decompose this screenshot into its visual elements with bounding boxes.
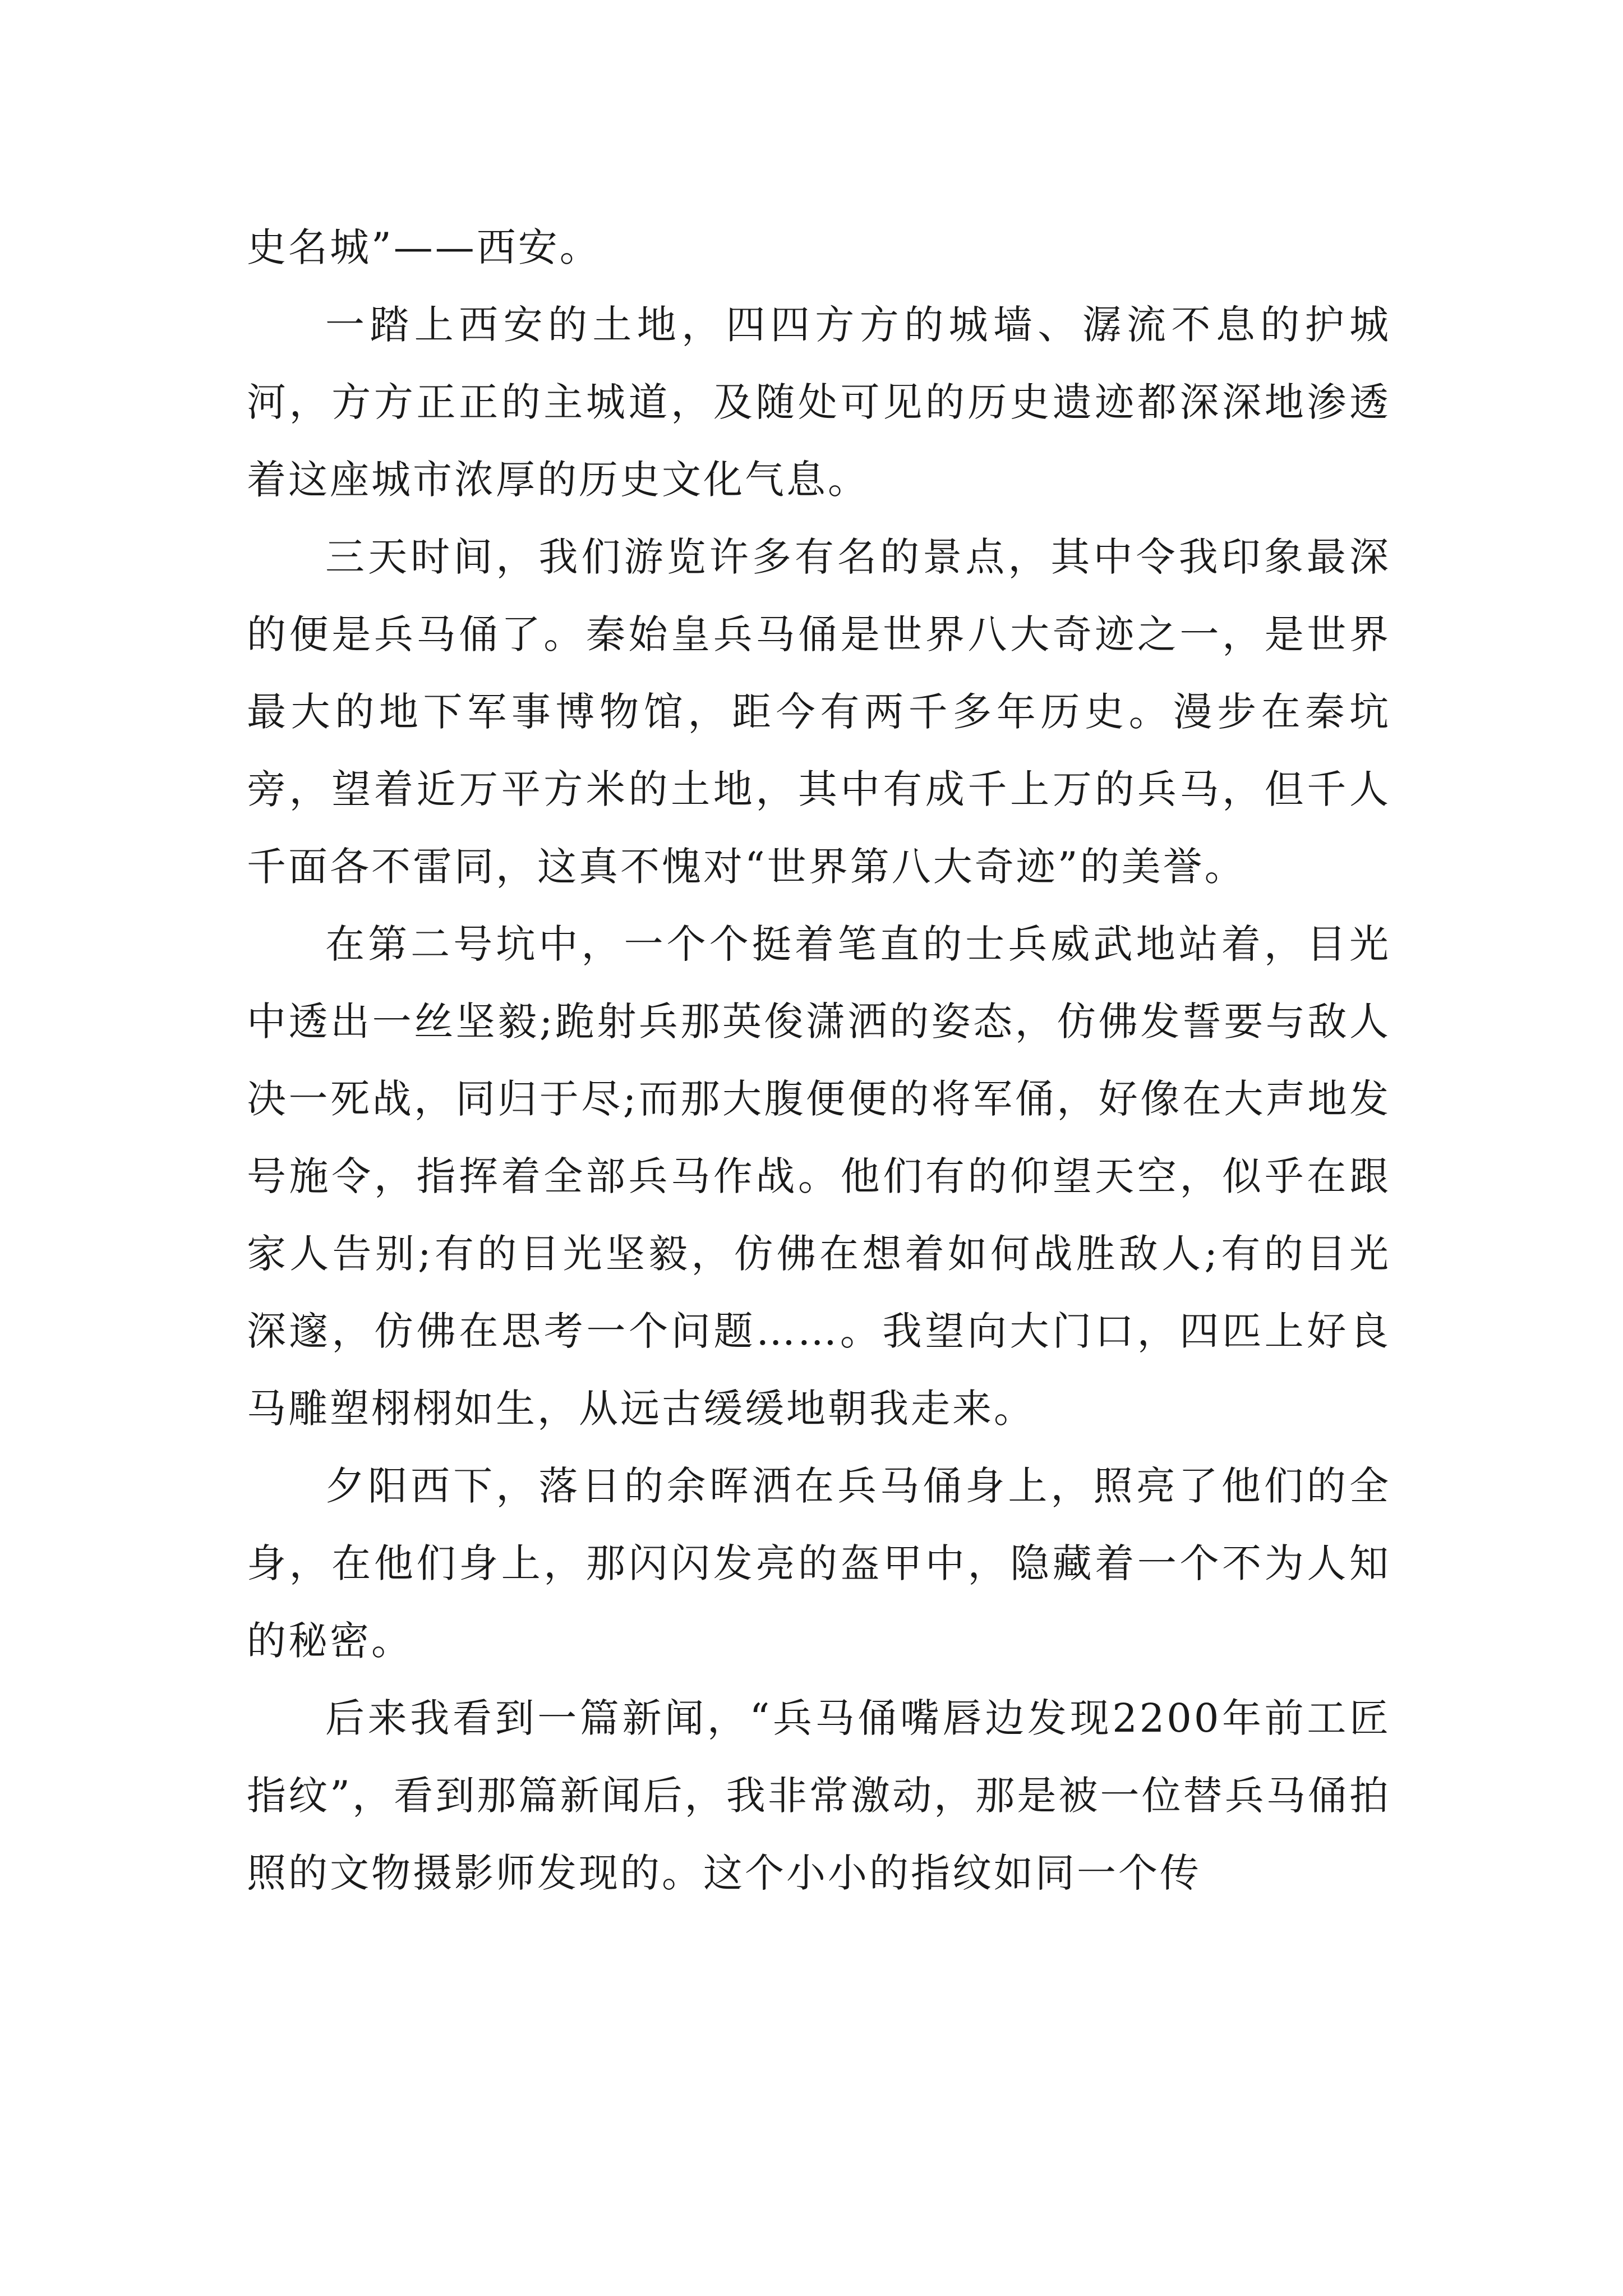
- paragraph-5: 夕阳西下，落日的余晖洒在兵马俑身上，照亮了他们的全身，在他们身上，那闪闪发亮的盔甲中，隐藏着一个不为人知的秘密。: [247, 1463, 1391, 1664]
- document-body: [247, 209, 1391, 1912]
- paragraph-3: 三天时间，我们游览许多有名的景点，其中令我印象最深的便是兵马俑了。秦始皇兵马俑是世界八大奇迹之一，是世界最大的地下军事博物馆，距今有两千多年历史。漫步在秦坑旁，望着近万平方米的土地，其中有成千上万的兵马，但千人千面各不雷同，这真不愧对“世界第八大奇迹”的美誉。: [247, 534, 1391, 890]
- paragraph-6: 后来我看到一篇新闻，“兵马俑嘴唇边发现2200年前工匠指纹”，看到那篇新闻后，我非常激动，那是被一位替兵马俑拍照的文物摄影师发现的。这个小小的指纹如同一个传: [247, 1695, 1391, 1896]
- paragraph-1: 史名城”——西安。: [247, 224, 601, 270]
- paragraph-2: 一踏上西安的土地，四四方方的城墙、潺流不息的护城河，方方正正的主城道，及随处可见的历史遗迹都深深地渗透着这座城市浓厚的历史文化气息。: [247, 302, 1391, 503]
- paragraph-4: 在第二号坑中，一个个挺着笔直的士兵威武地站着，目光中透出一丝坚毅;跪射兵那英俊潇洒的姿态，仿佛发誓要与敌人决一死战，同归于尽;而那大腹便便的将军俑，好像在大声地发号施令，指挥着全部兵马作战。他们有的仰望天空，似乎在跟家人告别;有的目光坚毅，仿佛在想着如何战胜敌人;有的目光深邃，仿佛在思考一个问题……。我望向大门口，四匹上好良马雕塑栩栩如生，从远古缓缓地朝我走来。: [247, 921, 1391, 1432]
